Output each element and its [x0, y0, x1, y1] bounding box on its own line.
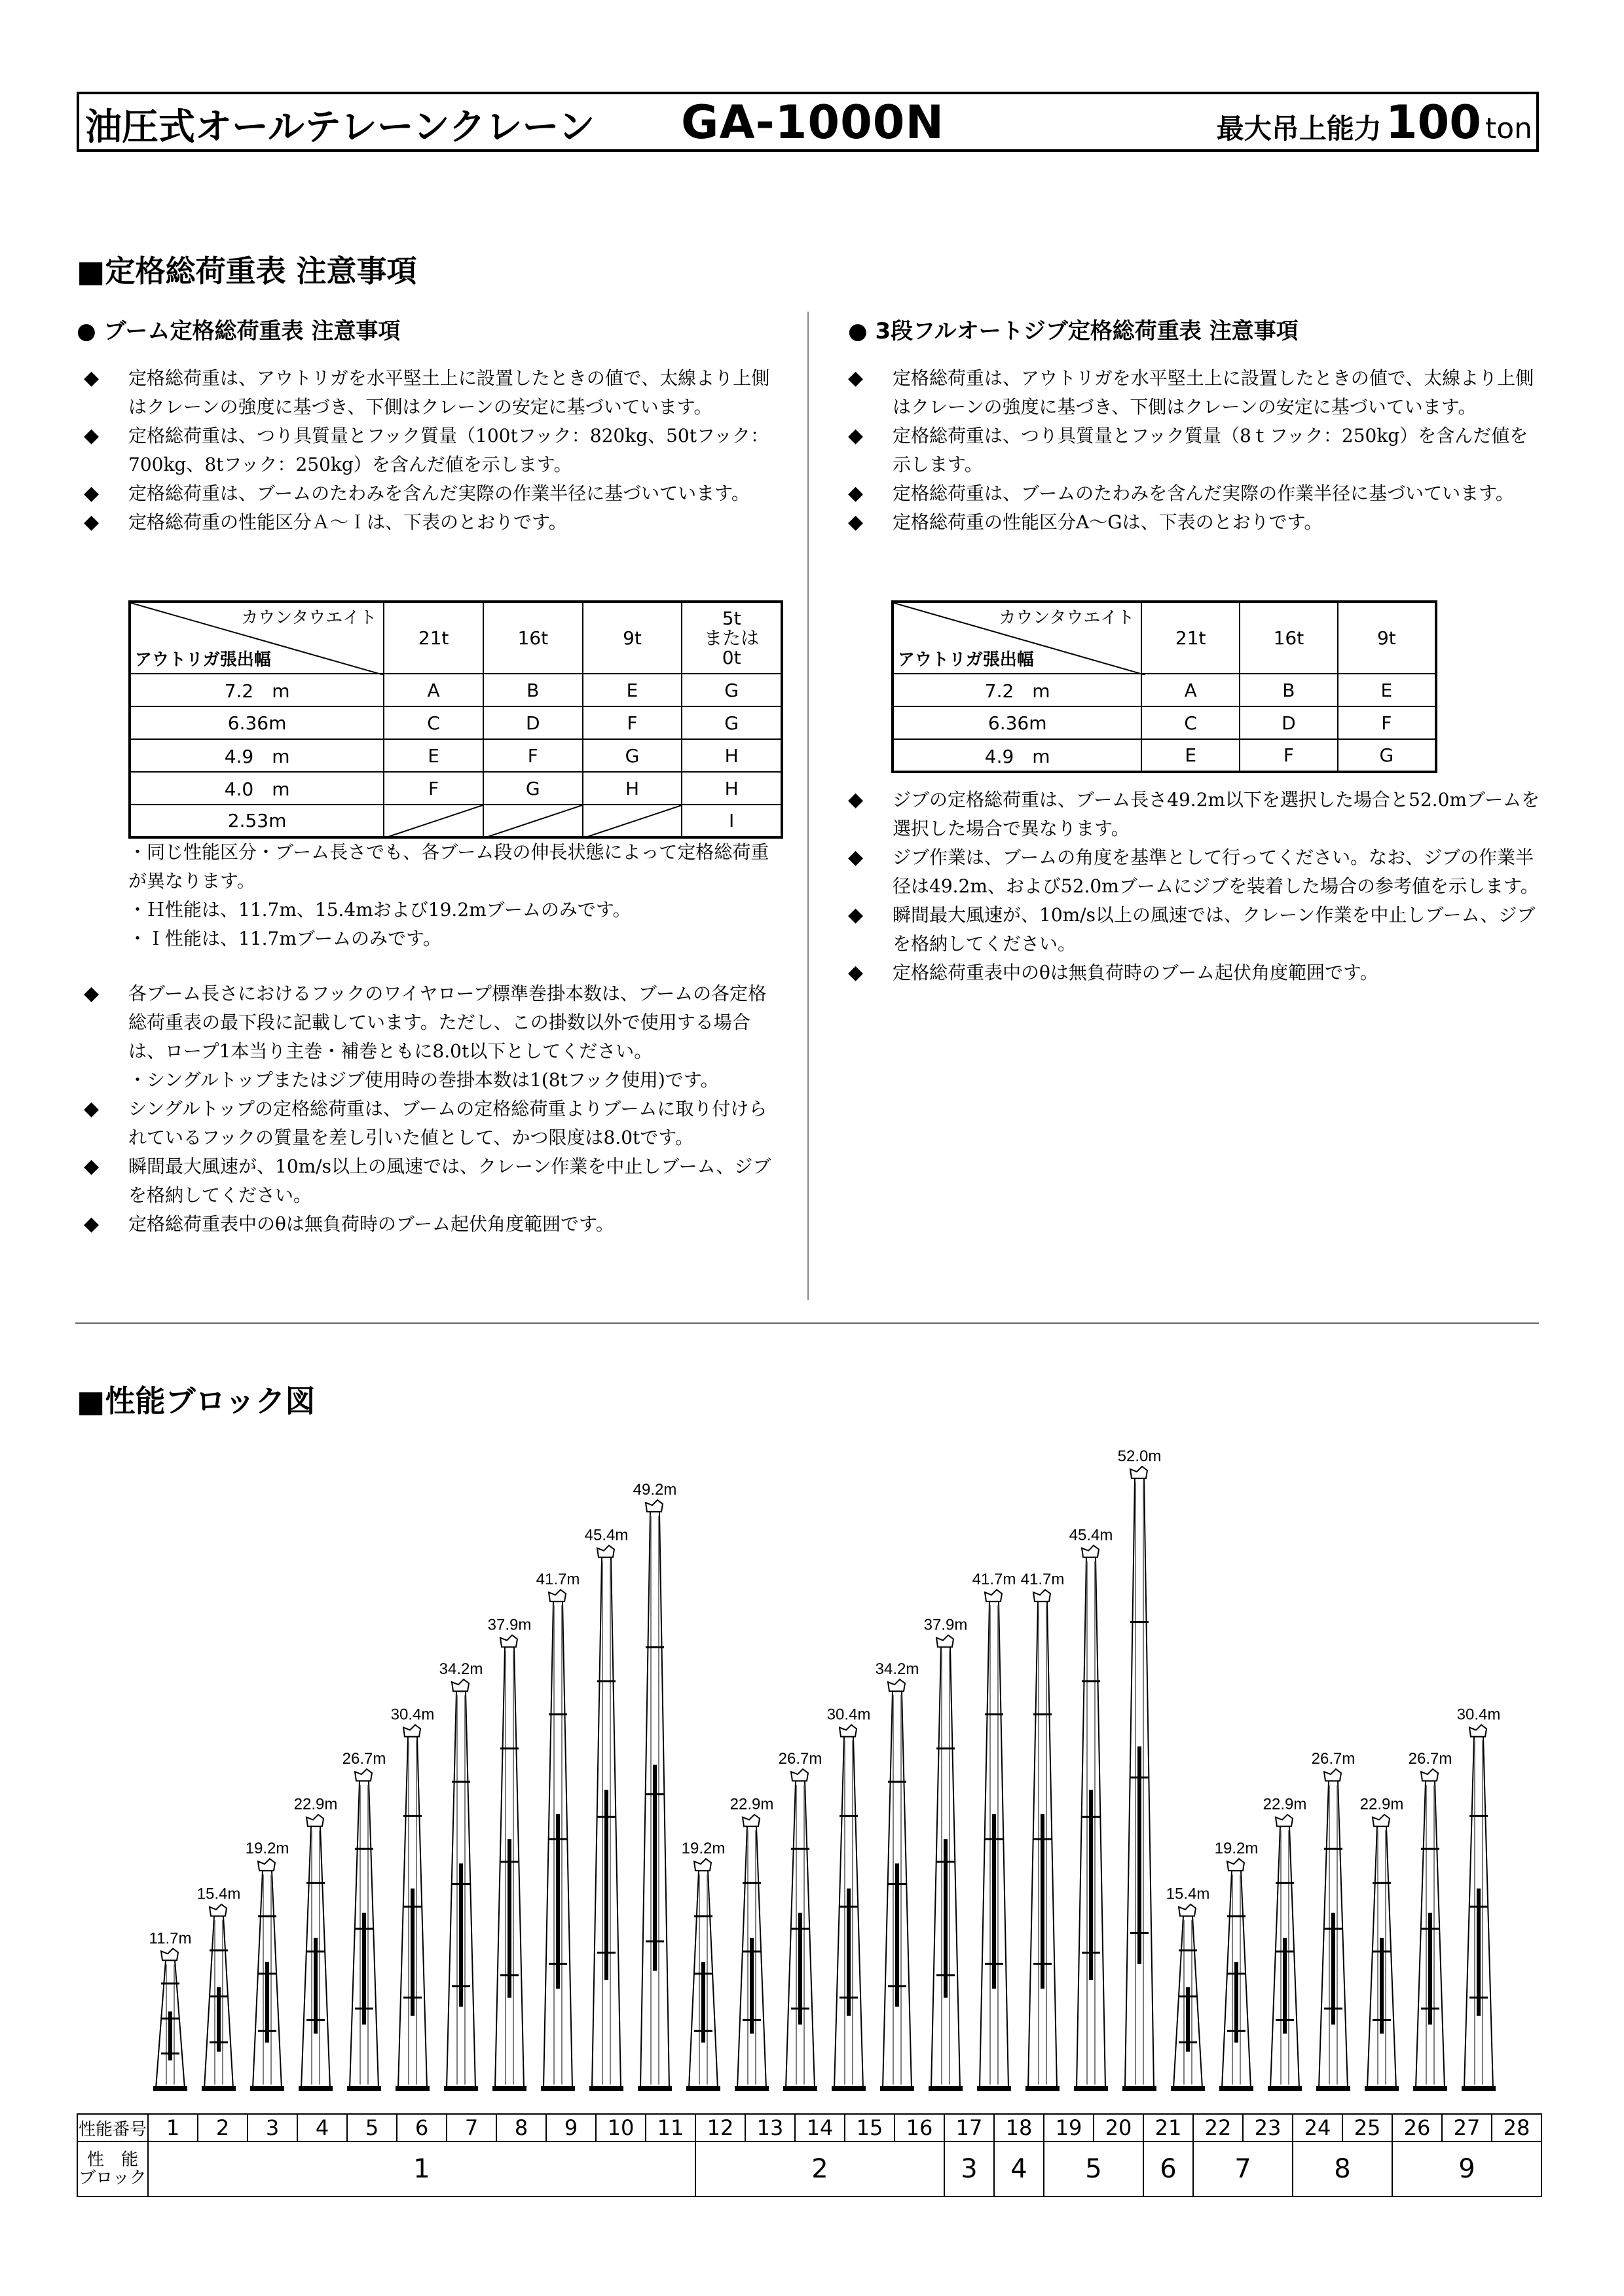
boom-length-label: 34.2m [875, 1660, 919, 1679]
perf-number-label: 性能番号 [77, 2114, 148, 2141]
boom-head [597, 1546, 614, 1558]
boom-notes-title: ● ブーム定格総荷重表 注意事項 [77, 318, 401, 344]
na-slash [484, 805, 582, 838]
table-cell: A [1141, 674, 1240, 706]
boom-cylinder [1089, 1790, 1093, 1980]
perf-number-cell: 28 [1492, 2114, 1541, 2141]
boom-head [646, 1500, 663, 1512]
boom-cylinder [459, 1863, 463, 2007]
perf-block-cell: 4 [994, 2141, 1044, 2196]
boom-base [638, 2086, 672, 2091]
boom-length-label: 22.9m [1359, 1795, 1404, 1813]
perf-number-cell: 14 [795, 2114, 845, 2141]
table-corner-header [130, 602, 384, 674]
perf-number-cell: 3 [248, 2114, 297, 2141]
boom-base [1122, 2086, 1156, 2091]
boom-cylinder [604, 1790, 608, 1980]
boom-base [444, 2086, 478, 2091]
table-cell: G [1338, 739, 1436, 772]
boom-notes-bottom [84, 979, 777, 1239]
boom-length-label: 49.2m [633, 1481, 677, 1499]
perf-number-cell: 23 [1243, 2114, 1293, 2141]
boom-base [1462, 2086, 1496, 2091]
boom-head [1373, 1815, 1390, 1827]
boom-head [1179, 1904, 1196, 1916]
table-cell-na [483, 805, 583, 837]
boom-head [694, 1859, 711, 1870]
boom-length-label: 19.2m [1214, 1840, 1259, 1858]
table-cell: F [384, 772, 483, 805]
perf-number-cell: 1 [148, 2114, 198, 2141]
jib-notes-title: ● 3段フルオートジブ定格総荷重表 注意事項 [848, 318, 1299, 344]
boom-base [1413, 2086, 1447, 2091]
outrigger-label: アウトリガ張出幅 [898, 650, 1034, 670]
boom-base [153, 2086, 187, 2091]
boom-head [1227, 1859, 1244, 1870]
table-cell: H [682, 772, 782, 805]
boom-base [347, 2086, 381, 2091]
column-header: 16t [1240, 602, 1338, 674]
table-cell: A [384, 674, 483, 706]
perf-number-cell: 27 [1442, 2114, 1492, 2141]
perf-block-label [77, 2141, 148, 2196]
table-cell: D [1240, 706, 1338, 739]
section-divider [75, 1322, 1539, 1324]
perf-number-cell: 17 [944, 2114, 994, 2141]
boom-head [888, 1679, 905, 1691]
outrigger-width: 7.2 m [893, 674, 1141, 706]
table-cell: B [483, 674, 583, 706]
table-cell: C [384, 706, 483, 739]
boom-notes-top [84, 364, 777, 537]
perf-number-cell: 15 [845, 2114, 895, 2141]
perf-block-label-top: 性 能 [86, 2150, 138, 2170]
table-cell: G [682, 674, 782, 706]
boom-cylinder [944, 1839, 948, 1997]
jib-note: ◆ 定格総荷重の性能区分A～Gは、下表のとおりです。 [848, 508, 1541, 537]
boom-cylinder [653, 1765, 657, 1971]
boom-table-subnotes [128, 838, 783, 953]
jib-note: ◆ 定格総荷重は、アウトリガを水平堅土上に設置したときの値で、太線より上側はクレーンの強度に基づき、下側はクレーンの安定に基づいています。 [848, 364, 1541, 422]
jib-note: ◆ 定格総荷重は、つり具質量とフック質量（8ｔフック：250kg）を含んだ値を示します。 [848, 422, 1541, 479]
boom-length-label: 45.4m [1069, 1526, 1113, 1544]
perf-block-cell: 8 [1293, 2141, 1392, 2196]
boom-cylinder [895, 1863, 899, 2007]
block-section-title: ■性能ブロック図 [77, 1383, 316, 1419]
table-cell: I [682, 805, 782, 837]
boom-length-label: 22.9m [1263, 1795, 1307, 1813]
table-cell: E [384, 739, 483, 772]
boom-base [1365, 2086, 1399, 2091]
boom-head [1421, 1769, 1438, 1781]
boom-note: ◆ 定格総荷重の性能区分Ａ～Ｉは、下表のとおりです。 [84, 508, 777, 537]
boom-head [210, 1904, 227, 1916]
perf-number-cell: 7 [447, 2114, 496, 2141]
boom-head [306, 1815, 323, 1827]
boom-head [985, 1590, 1002, 1601]
boom-length-label: 19.2m [245, 1840, 289, 1858]
block-table [77, 2113, 1542, 2197]
table-cell: F [583, 706, 682, 739]
outrigger-width: 4.9 m [893, 739, 1141, 772]
table-cell: E [1141, 739, 1240, 772]
outrigger-label: アウトリガ張出幅 [135, 650, 271, 670]
boom-base [541, 2086, 575, 2091]
boom-length-label: 30.4m [826, 1705, 871, 1724]
boom-head [1033, 1590, 1050, 1601]
perf-number-cell: 2 [198, 2114, 248, 2141]
boom-base [832, 2086, 866, 2091]
boom-head [791, 1769, 808, 1781]
jib-performance-table [891, 600, 1437, 773]
counterweight-label: カウンタウエイト [999, 608, 1135, 628]
boom-head [355, 1769, 372, 1781]
perf-block-cell: 2 [695, 2141, 944, 2196]
boom-base [202, 2086, 236, 2091]
table-subnote: ・同じ性能区分・ブーム長さでも、各ブーム段の伸長状態によって定格総荷重が異なります。 [128, 841, 769, 892]
boom-length-label: 37.9m [923, 1616, 968, 1634]
boom-head [1130, 1467, 1147, 1478]
perf-number-cell: 11 [646, 2114, 695, 2141]
outrigger-width: 6.36m [893, 706, 1141, 739]
boom-base [1219, 2086, 1253, 2091]
boom-base [1074, 2086, 1108, 2091]
perf-number-cell: 5 [347, 2114, 397, 2141]
boom-performance-table [128, 600, 783, 839]
boom-base [396, 2086, 430, 2091]
table-cell: F [483, 739, 583, 772]
perf-block-label-bottom: ブロック [79, 2168, 147, 2188]
boom-head [403, 1725, 420, 1737]
notes-section-title: ■定格総荷重表 注意事項 [77, 253, 417, 289]
document-title: 油圧式オールテレーンクレーン [85, 106, 595, 149]
perf-number-cell: 9 [546, 2114, 596, 2141]
boom-base [299, 2086, 333, 2091]
table-cell: E [1338, 674, 1436, 706]
perf-number-cell: 8 [496, 2114, 546, 2141]
counterweight-label: カウンタウエイト [241, 608, 377, 628]
perf-number-cell: 18 [994, 2114, 1044, 2141]
perf-block-cell: 3 [944, 2141, 994, 2196]
jib-note: ◆ ジブの定格総荷重は、ブーム長さ49.2m以下を選択した場合と52.0mブームを選択した場合で異なります。 [848, 786, 1541, 843]
boom-base [492, 2086, 526, 2091]
table-cell: D [483, 706, 583, 739]
boom-cylinder [992, 1814, 996, 1989]
boom-cylinder [1041, 1814, 1044, 1989]
table-cell: F [1338, 706, 1436, 739]
perf-block-cell: 9 [1392, 2141, 1541, 2196]
table-subnote: ・Ｈ性能は、11.7m、15.4mおよび19.2mブームのみです。 [128, 899, 631, 920]
boom-length-label: 52.0m [1117, 1448, 1162, 1465]
winding-subnote: ・シングルトップまたはジブ使用時の巻掛本数は1(8tフック使用)です。 [128, 1069, 719, 1091]
outrigger-width: 4.9 m [130, 739, 384, 772]
perf-block-cell: 6 [1143, 2141, 1193, 2196]
boom-length-label: 45.4m [584, 1526, 629, 1544]
boom-length-label: 15.4m [196, 1885, 241, 1903]
jib-note: ◆ 定格総荷重は、ブームのたわみを含んだ実際の作業半径に基づいています。 [848, 479, 1541, 508]
boom-length-label: 41.7m [972, 1571, 1016, 1589]
boom-base [589, 2086, 623, 2091]
boom-head [549, 1590, 566, 1601]
perf-number-cell: 26 [1392, 2114, 1442, 2141]
jib-note: ◆ 瞬間最大風速が、10m/s以上の風速では、クレーン作業を中止しブーム、ジブを格納してください。 [848, 901, 1541, 958]
boom-head [743, 1815, 760, 1827]
boom-head [1469, 1725, 1486, 1737]
perf-block-cell: 7 [1193, 2141, 1293, 2196]
boom-note: ◆ 定格総荷重は、ブームのたわみを含んだ実際の作業半径に基づいています。 [84, 479, 777, 508]
perf-number-cell: 20 [1094, 2114, 1143, 2141]
table-cell: H [583, 772, 682, 805]
boom-base [1171, 2086, 1205, 2091]
boom-length-label: 15.4m [1166, 1885, 1210, 1903]
boom-base [735, 2086, 769, 2091]
jib-note: ◆ 定格総荷重表中のθは無負荷時のブーム起伏角度範囲です。 [848, 958, 1541, 987]
boom-note: ◆ シングルトップの定格総荷重は、ブームの定格総荷重よりブームに取り付けられているフックの質量を差し引いた値として、かつ限度は8.0tです。 [84, 1095, 777, 1152]
boom-base [1316, 2086, 1350, 2091]
boom-length-label: 22.9m [293, 1795, 338, 1813]
perf-number-cell: 13 [745, 2114, 795, 2141]
boom-head [1276, 1815, 1293, 1827]
outrigger-width: 4.0 m [130, 772, 384, 805]
boom-base [880, 2086, 914, 2091]
boom-length-label: 22.9m [729, 1795, 774, 1813]
table-cell: G [682, 706, 782, 739]
outrigger-width: 2.53m [130, 805, 384, 837]
perf-number-cell: 16 [895, 2114, 944, 2141]
boom-head [1324, 1769, 1341, 1781]
table-cell: C [1141, 706, 1240, 739]
perf-number-cell: 22 [1193, 2114, 1243, 2141]
boom-length-label: 41.7m [1020, 1571, 1065, 1589]
column-header: 5t または 0t [682, 602, 782, 674]
boom-length-label: 26.7m [778, 1750, 822, 1768]
perf-number-cell: 19 [1044, 2114, 1094, 2141]
capacity-label: 最大吊上能力 [1216, 113, 1382, 145]
boom-base [250, 2086, 284, 2091]
boom-base [783, 2086, 817, 2091]
boom-head [452, 1679, 469, 1691]
table-cell-na [583, 805, 682, 837]
boom-cylinder [507, 1839, 511, 1997]
perf-number-cell: 21 [1143, 2114, 1193, 2141]
outrigger-width: 7.2 m [130, 674, 384, 706]
boom-cylinder [556, 1814, 560, 1989]
column-header: 9t [1338, 602, 1436, 674]
table-cell: E [583, 674, 682, 706]
boom-head [840, 1725, 857, 1737]
boom-note: ◆ 瞬間最大風速が、10m/s以上の風速では、クレーン作業を中止しブーム、ジブを格納してください。 [84, 1152, 777, 1210]
perf-number-cell: 6 [397, 2114, 447, 2141]
column-header: 21t [1141, 602, 1240, 674]
perf-number-cell: 24 [1293, 2114, 1342, 2141]
column-header: 21t [384, 602, 483, 674]
table-subnote: ・Ｉ性能は、11.7mブームのみです。 [128, 928, 441, 949]
jib-notes-bottom [848, 786, 1541, 987]
boom-note: ◆ 定格総荷重表中のθは無負荷時のブーム起伏角度範囲です。 [84, 1210, 777, 1239]
na-slash [384, 805, 483, 838]
boom-head [258, 1859, 275, 1870]
boom-base [929, 2086, 963, 2091]
boom-length-label: 41.7m [536, 1571, 580, 1589]
column-header: 9t [583, 602, 682, 674]
boom-length-label: 37.9m [487, 1616, 532, 1634]
capacity-value: 100 [1385, 96, 1481, 149]
boom-block-diagram [0, 1427, 1624, 2095]
perf-number-cell: 25 [1342, 2114, 1392, 2141]
boom-length-label: 30.4m [390, 1705, 435, 1724]
table-cell: H [682, 739, 782, 772]
boom-length-label: 19.2m [681, 1840, 726, 1858]
boom-length-label: 26.7m [1408, 1750, 1452, 1768]
boom-base [1268, 2086, 1302, 2091]
boom-length-label: 11.7m [149, 1929, 192, 1948]
outrigger-width: 6.36m [130, 706, 384, 739]
boom-note: ◆ 各ブーム長さにおけるフックのワイヤロープ標準巻掛本数は、ブームの各定格総荷重表の最下段に記載しています。ただし、この掛数以外で使用する場合は、ロープ1本当り主巻・補巻ともに8.0t以下としてください。 [84, 979, 777, 1066]
table-cell: G [583, 739, 682, 772]
perf-number-cell: 12 [695, 2114, 745, 2141]
boom-head [1082, 1546, 1099, 1558]
boom-note: ◆ 定格総荷重は、つり具質量とフック質量（100tフック：820kg、50tフック：700kg、8tフック：250kg）を含んだ値を示します。 [84, 422, 777, 479]
boom-base [1025, 2086, 1060, 2091]
jib-notes-top [848, 364, 1541, 537]
table-corner-header [893, 602, 1141, 674]
boom-head [161, 1948, 178, 1960]
table-cell: F [1240, 739, 1338, 772]
boom-head [500, 1635, 517, 1647]
perf-block-cell: 1 [148, 2141, 695, 2196]
jib-note: ◆ ジブ作業は、ブームの角度を基準として行ってください。なお、ジブの作業半径は49.2m、および52.0mブームにジブを装着した場合の参考値を示します。 [848, 843, 1541, 901]
model-number: GA-1000N [681, 96, 945, 149]
boom-length-label: 34.2m [439, 1660, 483, 1679]
table-cell: G [483, 772, 583, 805]
boom-cylinder [1137, 1747, 1141, 1965]
na-slash [583, 805, 682, 838]
boom-head [936, 1635, 953, 1647]
boom-base [977, 2086, 1011, 2091]
capacity-unit: ton [1485, 112, 1532, 145]
perf-number-cell: 10 [596, 2114, 646, 2141]
column-divider [807, 312, 809, 1300]
table-cell: B [1240, 674, 1338, 706]
perf-block-cell: 5 [1044, 2141, 1143, 2196]
perf-number-cell: 4 [297, 2114, 347, 2141]
boom-length-label: 30.4m [1456, 1705, 1501, 1724]
boom-note: ◆ 定格総荷重は、アウトリガを水平堅土上に設置したときの値で、太線より上側はクレーンの強度に基づき、下側はクレーンの安定に基づいています。 [84, 364, 777, 422]
table-cell-na [384, 805, 483, 837]
column-header: 16t [483, 602, 583, 674]
boom-length-label: 26.7m [342, 1750, 386, 1768]
max-capacity [1217, 96, 1532, 149]
boom-base [686, 2086, 720, 2091]
boom-length-label: 26.7m [1311, 1750, 1356, 1768]
